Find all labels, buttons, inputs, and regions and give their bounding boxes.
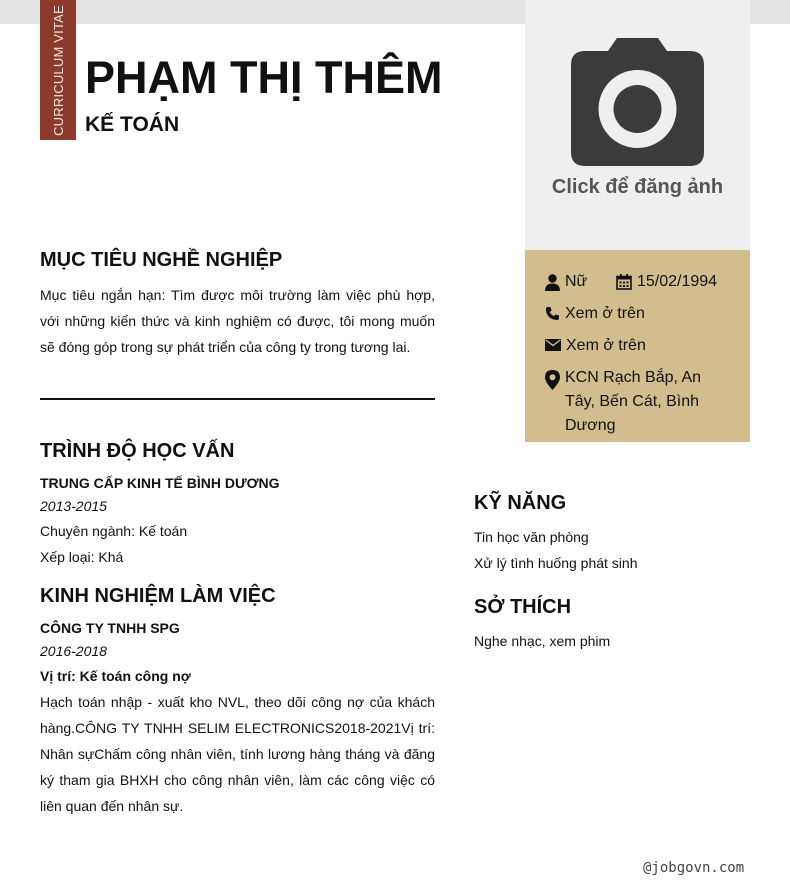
education-period[interactable]: 2013-2015 <box>40 498 107 514</box>
objective-title[interactable]: MỤC TIÊU NGHỀ NGHIỆP <box>40 249 283 271</box>
contact-panel <box>525 250 750 442</box>
email-value: Xem ở trên <box>566 337 646 354</box>
phone-value: Xem ở trên <box>565 305 645 322</box>
phone-icon <box>545 306 560 321</box>
hobbies-text[interactable]: Nghe nhạc, xem phim <box>474 633 611 649</box>
phone-row[interactable] <box>545 302 645 326</box>
ribbon-text: CURRICULUM VITAE <box>50 4 66 136</box>
skill-item[interactable]: Xử lý tình huống phát sinh <box>474 555 638 571</box>
hobbies-title[interactable]: SỞ THÍCH <box>474 596 572 618</box>
birthday-row[interactable] <box>616 270 717 294</box>
experience-description[interactable]: Hạch toán nhập - xuất kho NVL, theo dõi công nợ của khách hàng.CÔNG TY TNHH SELIM ELECTRONICS2018-2021Vị trí: Nhân sựChấm công nhân viên, tính lương hàng tháng và đăng ký tham gia BHXH cho công nhân viên, làm các công việc có liên quan đến nhân sự. <box>40 694 435 814</box>
photo-caption: Click để đăng ảnh <box>551 176 724 198</box>
experience-position[interactable]: Vị trí: Kế toán công nợ <box>40 668 191 684</box>
cv-ribbon <box>40 0 76 140</box>
education-major[interactable]: Chuyên ngành: Kế toán <box>40 523 188 539</box>
education-title[interactable]: TRÌNH ĐỘ HỌC VẤN <box>40 440 235 462</box>
experience-title[interactable]: KINH NGHIỆM LÀM VIỆC <box>40 585 276 607</box>
experience-company[interactable]: CÔNG TY TNHH SPG <box>40 620 180 636</box>
education-grade[interactable]: Xếp loại: Khá <box>40 549 124 565</box>
camera-icon <box>570 35 705 167</box>
section-divider <box>40 398 435 400</box>
candidate-name[interactable]: PHẠM THỊ THÊM <box>85 52 443 103</box>
calendar-icon <box>616 274 632 290</box>
address-row[interactable] <box>545 366 735 438</box>
footer-watermark: @jobgovn.com <box>643 860 745 876</box>
gender-row[interactable] <box>545 270 587 294</box>
skill-item[interactable]: Tin học văn phòng <box>474 529 589 545</box>
objective-text[interactable]: Mục tiêu ngắn hạn: Tìm được môi trường làm việc phù hợp, với những kiến thức và kinh nghiệm có được, tôi mong muốn sẽ đóng góp trong sự phát triển của công ty trong tương lai. <box>40 287 435 355</box>
birthday-value: 15/02/1994 <box>637 273 718 290</box>
user-icon <box>545 274 560 291</box>
gender-value: Nữ <box>565 273 588 290</box>
skills-title[interactable]: KỸ NĂNG <box>474 492 567 514</box>
education-school[interactable]: TRUNG CẤP KINH TẾ BÌNH DƯƠNG <box>40 475 280 491</box>
photo-upload[interactable] <box>525 0 750 250</box>
envelope-icon <box>545 338 561 351</box>
location-pin-icon <box>545 370 560 390</box>
address-value: KCN Rạch Bắp, An Tây, Bến Cát, Bình Dương <box>565 369 702 434</box>
experience-period[interactable]: 2016-2018 <box>40 643 107 659</box>
job-title[interactable]: KẾ TOÁN <box>85 113 180 136</box>
email-row[interactable] <box>545 334 646 358</box>
